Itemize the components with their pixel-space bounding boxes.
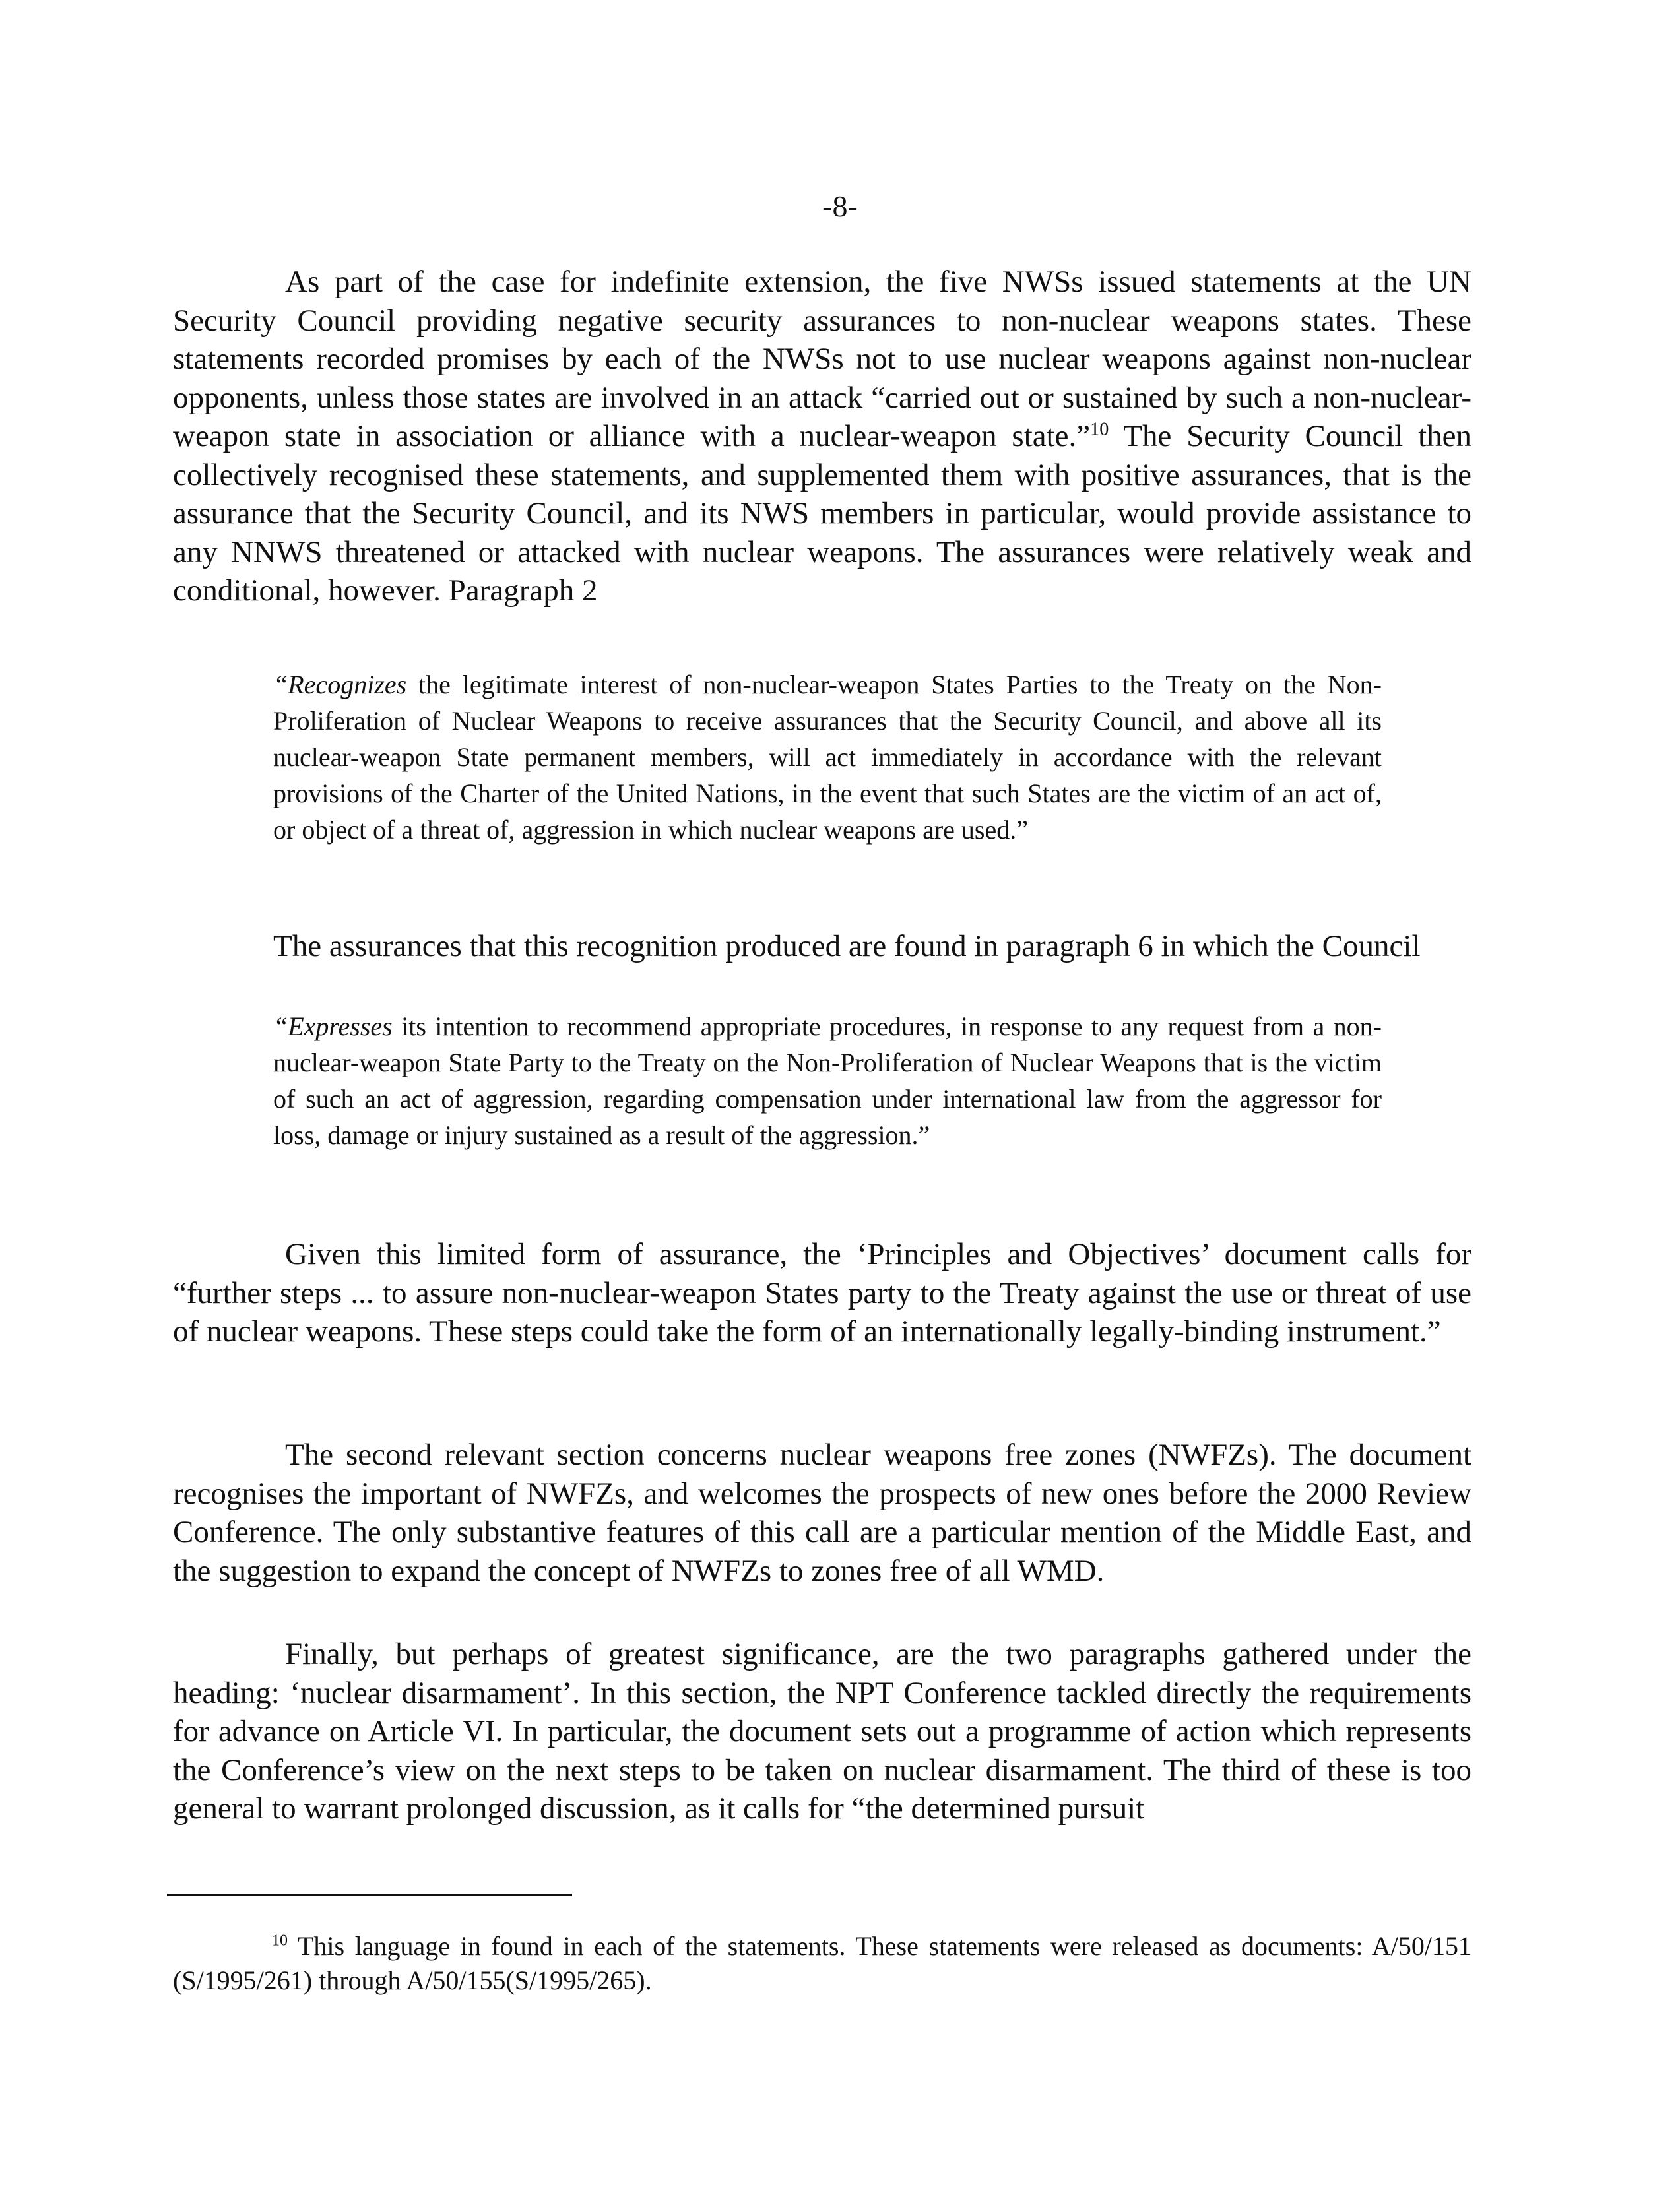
footnote-reference: 10 — [1090, 419, 1109, 440]
paragraph-nwfz: The second relevant section concerns nuclear weapons free zones (NWFZs). The document recognises the important of NWFZs, and welcomes the prospects of new ones before the 2000 Review Conference. The only substantive features of this call are a particular mention of the Middle East, and the suggestion to expand the concept of NWFZs to zones free of all WMD. — [173, 1438, 1471, 1588]
paragraph-text-continued: The Security Council then collectively recognised these statements, and supplemented them with positive assurances, that is the assurance that the Security Council, and its NWS members in particular, would provide assistance to any NNWS threatened or attacked with nuclear weapons. The assurances were relatively weak and conditional, however. Paragraph 2 — [173, 419, 1471, 608]
quote-text: its intention to recommend appropriate procedures, in response to any request from a non-nuclear-weapon State Party to the Treaty on the Non-Proliferation of Nuclear Weapons that is the victim of such an act of aggression, regarding compensation under international law from the aggressor for loss, damage or injury sustained as a result of the aggression.” — [273, 1011, 1382, 1150]
footnote-text: This language in found in each of the statements. These statements were released as documents: A/50/151 (S/1995/261) through A/50/155(S/1995/265). — [173, 1931, 1471, 1995]
footnote-marker: 10 — [272, 1932, 288, 1950]
paragraph-security-assurances — [173, 263, 1471, 610]
paragraph-lead-in: The assurances that this recognition produced are found in paragraph 6 in which the Council — [273, 929, 1421, 963]
paragraph-principles-objectives: Given this limited form of assurance, the ‘Principles and Objectives’ document calls for “further steps ... to assure non-nuclear-weapon States party to the Treaty against the use or threat of use of nuclear weapons. These steps could take the form of an internationally legally-binding instrument.” — [173, 1237, 1471, 1349]
quote-italic-verb: “Expresses — [273, 1011, 393, 1041]
page-number: -8- — [822, 189, 858, 223]
footnote-divider — [167, 1894, 572, 1896]
paragraph-nuclear-disarmament: Finally, but perhaps of greatest significance, are the two paragraphs gathered under the heading: ‘nuclear disarmament’. In this section, the NPT Conference tackled directly the requirements for advance on Article VI. In particular, the document sets out a programme of action which represents the Conference’s view on the next steps to be taken on nuclear disarmament. The third of these is too general to warrant prolonged discussion, as it calls for “the determined pursuit — [173, 1637, 1471, 1826]
quote-italic-verb: “Recognizes — [273, 670, 407, 699]
paragraph-text: As part of the case for indefinite extension, the five NWSs issued statements at the UN Security Council providing negative security assurances to non-nuclear weapons states. These statements recorded promises by each of the NWSs not to use nuclear weapons against non-nuclear opponents, unless those states are involved in an attack “carried out or sustained by such a non-nuclear-weapon state in association or alliance with a nuclear-weapon state.” — [173, 265, 1471, 453]
block-quote-paragraph-6 — [273, 1008, 1382, 1153]
block-quote-paragraph-2 — [273, 666, 1382, 848]
quote-text: the legitimate interest of non-nuclear-weapon States Parties to the Treaty on the Non-Proliferation of Nuclear Weapons to receive assurances that the Security Council, and above all its nuclear-weapon State permanent members, will act immediately in accordance with the relevant provisions of the Charter of the United Nations, in the event that such States are the victim of an act of, or object of a threat of, aggression in which nuclear weapons are used.” — [273, 670, 1382, 845]
footnote — [173, 1929, 1471, 1998]
